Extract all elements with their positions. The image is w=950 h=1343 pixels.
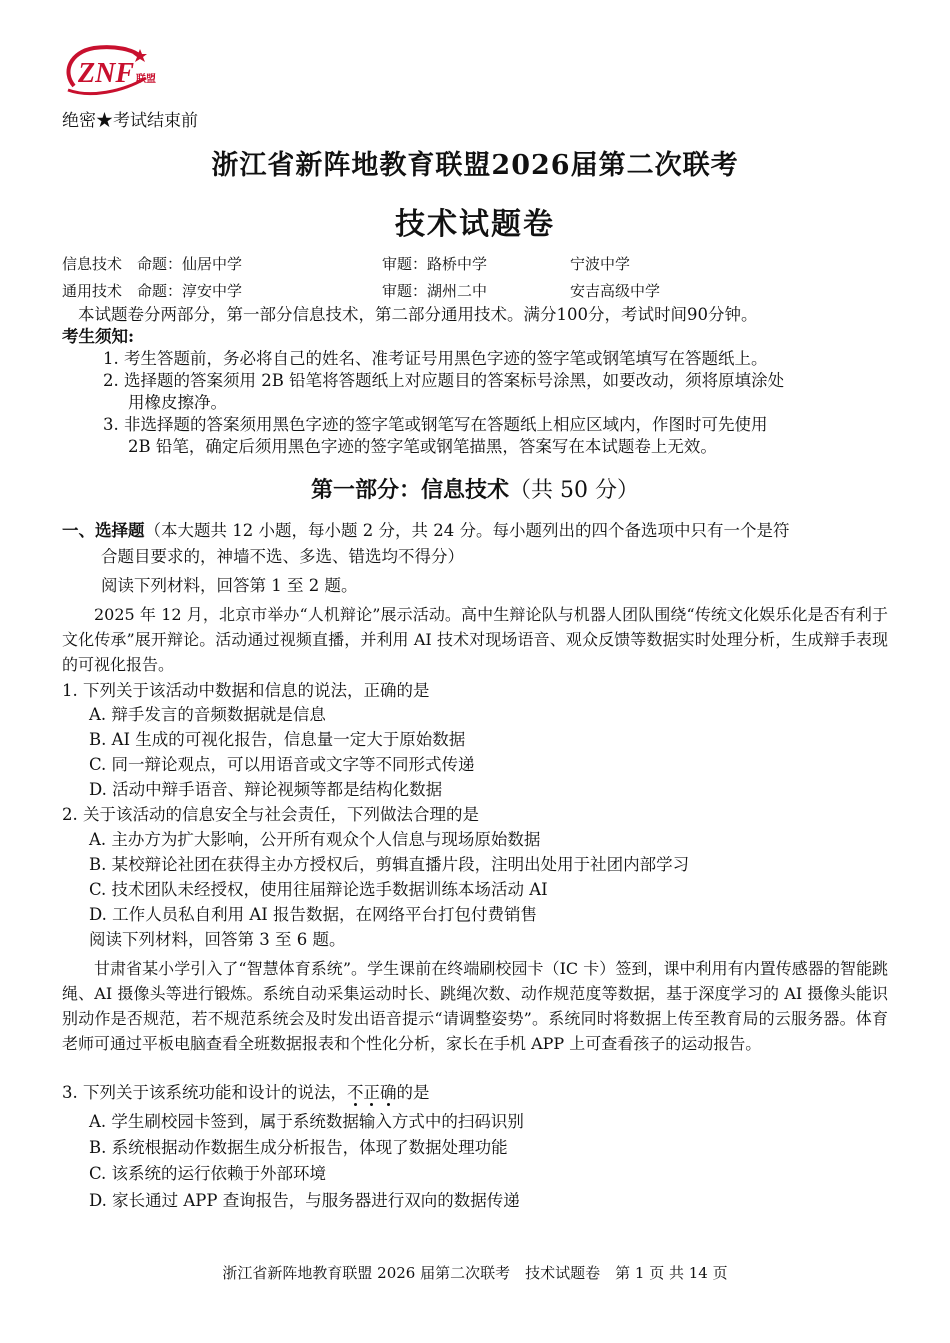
- q1-option: B. AI 生成的可视化报告，信息量一定大于原始数据: [89, 730, 466, 749]
- read-instruction-2: 阅读下列材料，回答第 3 至 6 题。: [89, 930, 346, 949]
- q2-option: C. 技术团队未经授权，使用往届辩论选手数据训练本场活动 AI: [89, 880, 548, 899]
- material-2: 甘肃省某小学引入了“智慧体育系统”。学生课前在终端刷校园卡（IC 卡）签到，课中利用有内置传感器的智能跳绳、AI 摄像头等进行锻炼。系统自动采集运动时长、跳绳次数、动作规范度等数据，基于深度学习的 AI 摄像头能识别动作是否规范，若不规范系统会及时发出语音提示“请调整姿势”。系统同时将数据上传至教育局的云服务器。体育老师可通过平板电脑查看全班数据报表和个性化分析，家长在手机 APP 上可查看孩子的运动报告。: [62, 959, 888, 1053]
- section-name: 第一部分：信息技术: [311, 477, 510, 503]
- q1-option: A. 辩手发言的音频数据就是信息: [89, 705, 326, 724]
- q3-option: D. 家长通过 APP 查询报告，与服务器进行双向的数据传递: [89, 1191, 520, 1210]
- part-description: （本大题共 12 小题，每小题 2 分，共 24 分。每小题列出的四个备选项中只有一个是符: [144, 521, 790, 540]
- part-description-cont: 合题目要求的，神墙不选、多选、错选均不得分）: [101, 547, 464, 566]
- section-score: （共 50 分）: [509, 478, 639, 503]
- section-title: [0, 473, 950, 504]
- q3-suffix: 的是: [396, 1083, 430, 1102]
- credit-author: 命题：淳安中学: [137, 282, 243, 300]
- logo-lettering: 联盟: [136, 74, 156, 85]
- notice-item: 用橡皮擦净。: [128, 393, 227, 412]
- intro-text: 本试题卷分两部分，第一部分信息技术，第二部分通用技术。满分100分，考试时间90分钟。: [78, 305, 758, 324]
- q2-option: D. 工作人员私自利用 AI 报告数据，在网络平台打包付费销售: [89, 905, 538, 924]
- svg-text:ZNF: ZNF: [78, 58, 134, 89]
- credit-reviewer-2: 宁波中学: [570, 255, 631, 273]
- read-instruction: 阅读下列材料，回答第 1 至 2 题。: [101, 576, 358, 595]
- question-2: 2. 关于该活动的信息安全与社会责任，下列做法合理的是: [62, 805, 479, 824]
- credit-subject: 通用技术: [62, 282, 123, 300]
- q2-option: A. 主办方为扩大影响，公开所有观众个人信息与现场原始数据: [89, 830, 541, 849]
- notice-item: 2B 铅笔，确定后须用黑色字迹的签字笔或钢笔描黑，答案写在本试题卷上无效。: [128, 437, 717, 456]
- credit-reviewer: 审题：路桥中学: [382, 255, 488, 273]
- page-footer: 浙江省新阵地教育联盟 2026 届第二次联考 技术试题卷 第 1 页 共 14 页: [222, 1264, 728, 1282]
- credit-author: 命题：仙居中学: [137, 255, 243, 273]
- question-3: [62, 1082, 430, 1104]
- notice-item: 1. 考生答题前，务必将自己的姓名、准考证号用黑色字迹的签字笔或钢笔填写在答题纸上。: [103, 349, 768, 368]
- confidential-label: 绝密★考试结束前: [62, 111, 198, 131]
- q3-prefix: 3. 下列关于该系统功能和设计的说法，: [62, 1083, 347, 1102]
- part-header: [62, 520, 789, 542]
- notice-item: 2. 选择题的答案须用 2B 铅笔将答题纸上对应题目的答案标号涂黑，如要改动，须将原填涂处: [103, 371, 785, 390]
- q3-option: B. 系统根据动作数据生成分析报告，体现了数据处理功能: [89, 1138, 508, 1157]
- notice-title: 考生须知:: [62, 327, 135, 346]
- q3-emph-char: 确: [380, 1083, 397, 1102]
- exam-title: 浙江省新阵地教育联盟2026届第二次联考: [211, 150, 739, 181]
- notice-item: 3. 非选择题的答案须用黑色字迹的签字笔或钢笔写在答题纸上相应区域内，作图时可先使用: [103, 415, 768, 434]
- exam-subtitle: 技术试题卷: [395, 207, 555, 242]
- q3-emph-char: 不: [347, 1083, 364, 1102]
- part-label: 一、选择题: [62, 521, 145, 540]
- q3-emph-char: 正: [363, 1083, 380, 1102]
- q2-option: B. 某校辩论社团在获得主办方授权后，剪辑直播片段，注明出处用于社团内部学习: [89, 855, 690, 874]
- alliance-logo: [60, 42, 160, 100]
- credit-reviewer: 审题：湖州二中: [382, 282, 488, 300]
- q3-emphasis: [347, 1083, 397, 1102]
- question-1: 1. 下列关于该活动中数据和信息的说法，正确的是: [62, 681, 430, 700]
- material-1: 2025 年 12 月，北京市举办“人机辩论”展示活动。高中生辩论队与机器人团队围绕“传统文化娱乐化是否有利于文化传承”展开辩论。活动通过视频直播，并利用 AI 技术对现场语音、观众反馈等数据实时处理分析，生成辩手表现的可视化报告。: [62, 605, 888, 674]
- q1-option: C. 同一辩论观点，可以用语音或文字等不同形式传递: [89, 755, 475, 774]
- q3-option: A. 学生刷校园卡签到，属于系统数据输入方式中的扫码识别: [89, 1112, 524, 1131]
- q1-option: D. 活动中辩手语音、辩论视频等都是结构化数据: [89, 780, 443, 799]
- q3-option: C. 该系统的运行依赖于外部环境: [89, 1164, 327, 1183]
- credit-subject: 信息技术: [62, 255, 123, 273]
- credit-reviewer-2: 安吉高级中学: [570, 282, 661, 300]
